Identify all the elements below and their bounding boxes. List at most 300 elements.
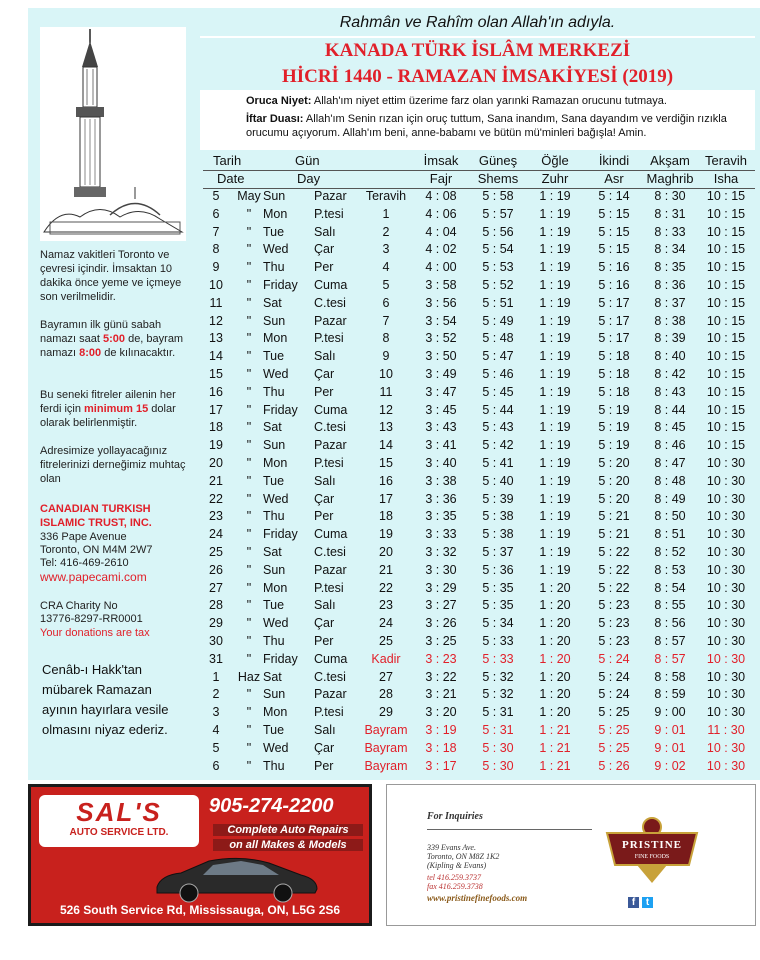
col-aksam: Akşam bbox=[650, 153, 690, 168]
shems-time: 5 : 47 bbox=[482, 349, 514, 364]
day-en: Tue bbox=[263, 598, 285, 613]
table-row bbox=[203, 437, 755, 455]
date-day: 12 bbox=[209, 313, 223, 328]
maghrib-time: 8 : 58 bbox=[654, 669, 686, 684]
note-bayram bbox=[40, 318, 192, 360]
table-row bbox=[203, 544, 755, 562]
date-day: 5 bbox=[212, 740, 220, 755]
zuhr-time: 1 : 19 bbox=[539, 242, 571, 257]
day-en: Friday bbox=[263, 277, 298, 292]
pristine-name: PRISTINE bbox=[622, 839, 682, 851]
date-day: 9 bbox=[212, 260, 220, 275]
shems-time: 5 : 30 bbox=[482, 740, 514, 755]
inquiries-divider bbox=[427, 829, 592, 830]
asr-time: 5 : 15 bbox=[598, 242, 630, 257]
shems-time: 5 : 32 bbox=[482, 687, 514, 702]
ramadan-day: 18 bbox=[379, 509, 393, 524]
zuhr-time: 1 : 19 bbox=[539, 544, 571, 559]
date-day: 30 bbox=[209, 633, 223, 648]
table-row bbox=[203, 597, 755, 615]
col-day: Day bbox=[297, 171, 321, 186]
note-bayram-time2: 8:00 bbox=[79, 347, 102, 359]
asr-time: 5 : 24 bbox=[598, 687, 630, 702]
table-row bbox=[203, 241, 755, 259]
ramadan-day: Teravih bbox=[365, 189, 407, 203]
pristine-address-1: 339 Evans Ave. bbox=[427, 843, 476, 852]
maghrib-time: 8 : 57 bbox=[654, 651, 686, 666]
day-tr: Salı bbox=[314, 224, 336, 239]
maghrib-time: 8 : 59 bbox=[654, 687, 686, 702]
fajr-time: 4 : 08 bbox=[425, 189, 457, 203]
shems-time: 5 : 45 bbox=[482, 384, 514, 399]
fajr-time: 3 : 30 bbox=[425, 562, 457, 577]
maghrib-time: 8 : 56 bbox=[654, 616, 686, 631]
minaret-icon bbox=[40, 27, 186, 241]
zuhr-time: 1 : 19 bbox=[539, 473, 571, 488]
isha-time: 10 : 30 bbox=[706, 740, 746, 755]
day-tr: Pazar bbox=[314, 687, 347, 702]
day-tr: Salı bbox=[314, 598, 336, 613]
maghrib-time: 9 : 00 bbox=[654, 705, 686, 720]
date-month: " bbox=[246, 651, 252, 666]
date-day: 25 bbox=[209, 544, 223, 559]
asr-time: 5 : 18 bbox=[598, 366, 630, 381]
date-month: " bbox=[246, 366, 252, 381]
divider bbox=[200, 36, 755, 38]
table-body bbox=[203, 188, 755, 775]
table-row bbox=[203, 224, 755, 242]
maghrib-time: 8 : 45 bbox=[654, 420, 686, 435]
maghrib-time: 8 : 50 bbox=[654, 509, 686, 524]
isha-time: 10 : 15 bbox=[706, 366, 746, 381]
closing-message: Cenâb-ı Hakk'tan mübarek Ramazan ayının hayırlara vesile olmasını niyaz ederiz. bbox=[42, 662, 169, 737]
asr-time: 5 : 15 bbox=[598, 206, 630, 221]
isha-time: 10 : 15 bbox=[706, 206, 746, 221]
day-en: Mon bbox=[263, 580, 288, 595]
asr-time: 5 : 18 bbox=[598, 349, 630, 364]
isha-time: 10 : 15 bbox=[706, 189, 746, 203]
table-row bbox=[203, 384, 755, 402]
zuhr-time: 1 : 19 bbox=[539, 491, 571, 506]
shems-time: 5 : 42 bbox=[482, 438, 514, 453]
day-tr: Pazar bbox=[314, 313, 347, 328]
niyet-text: Allah'ım niyet ettim üzerime farz olan yarınki Ramazan orucunu tutmaya. bbox=[313, 95, 667, 107]
date-day: 16 bbox=[209, 384, 223, 399]
maghrib-time: 8 : 40 bbox=[654, 349, 686, 364]
date-month: " bbox=[246, 349, 252, 364]
day-tr: P.tesi bbox=[314, 206, 344, 221]
tax-note: Your donations are tax bbox=[40, 627, 150, 639]
date-month: " bbox=[246, 206, 252, 221]
ramadan-day: Bayram bbox=[364, 722, 408, 737]
day-tr: Salı bbox=[314, 722, 336, 737]
ramadan-day: 29 bbox=[379, 705, 393, 720]
day-en: Wed bbox=[263, 242, 289, 257]
day-tr: Çar bbox=[314, 491, 335, 506]
sals-name: SAL'S bbox=[76, 797, 162, 827]
table-row bbox=[203, 348, 755, 366]
table-row bbox=[203, 313, 755, 331]
maghrib-time: 8 : 34 bbox=[654, 242, 686, 257]
ramadan-day: 22 bbox=[379, 580, 393, 595]
fajr-time: 3 : 32 bbox=[425, 544, 457, 559]
isha-time: 10 : 30 bbox=[706, 633, 746, 648]
sals-logo bbox=[39, 795, 199, 847]
isha-time: 10 : 15 bbox=[706, 295, 746, 310]
day-tr: Per bbox=[314, 633, 334, 648]
maghrib-time: 8 : 30 bbox=[654, 189, 686, 203]
day-en: Tue bbox=[263, 349, 285, 364]
sals-tagline-1: Complete Auto Repairs bbox=[213, 824, 363, 836]
zuhr-time: 1 : 19 bbox=[539, 277, 571, 292]
day-en: Wed bbox=[263, 491, 289, 506]
table-row bbox=[203, 419, 755, 437]
twitter-icon[interactable]: t bbox=[642, 897, 653, 908]
ramadan-day: Kadir bbox=[371, 651, 401, 666]
maghrib-time: 8 : 33 bbox=[654, 224, 686, 239]
shems-time: 5 : 39 bbox=[482, 491, 514, 506]
date-day: 8 bbox=[212, 242, 220, 257]
day-en: Friday bbox=[263, 527, 298, 542]
day-en: Thu bbox=[263, 758, 285, 773]
day-en: Wed bbox=[263, 616, 289, 631]
shems-time: 5 : 41 bbox=[482, 455, 514, 470]
header-row-en bbox=[203, 170, 755, 188]
social-links bbox=[628, 897, 656, 908]
table-row bbox=[203, 722, 755, 740]
date-month: " bbox=[246, 473, 252, 488]
asr-time: 5 : 25 bbox=[598, 722, 630, 737]
date-month: " bbox=[246, 260, 252, 275]
date-month: " bbox=[246, 527, 252, 542]
shems-time: 5 : 49 bbox=[482, 313, 514, 328]
date-day: 27 bbox=[209, 580, 223, 595]
day-en: Friday bbox=[263, 651, 298, 666]
isha-time: 10 : 30 bbox=[706, 616, 746, 631]
zuhr-time: 1 : 19 bbox=[539, 562, 571, 577]
ramadan-day: 14 bbox=[379, 438, 393, 453]
shems-time: 5 : 51 bbox=[482, 295, 514, 310]
date-month: " bbox=[246, 491, 252, 506]
table-row bbox=[203, 758, 755, 776]
note-address: Adresimize yollayacağınız fitrelerinizi derneğimiz muhtaç olan bbox=[40, 445, 186, 485]
maghrib-time: 8 : 57 bbox=[654, 633, 686, 648]
zuhr-time: 1 : 19 bbox=[539, 224, 571, 239]
note-bayram-time1: 5:00 bbox=[102, 333, 126, 345]
sals-subtitle: AUTO SERVICE LTD. bbox=[69, 827, 169, 838]
date-month: May bbox=[237, 189, 261, 203]
zuhr-time: 1 : 19 bbox=[539, 402, 571, 417]
asr-time: 5 : 23 bbox=[598, 598, 630, 613]
org-phone: Tel: 416-469-2610 bbox=[40, 557, 129, 569]
isha-time: 10 : 15 bbox=[706, 224, 746, 239]
table-row bbox=[203, 633, 755, 651]
day-en: Mon bbox=[263, 455, 288, 470]
date-month: " bbox=[246, 598, 252, 613]
sals-address: 526 South Service Rd, Mississauga, ON, L5G 2S6 bbox=[59, 903, 341, 917]
date-day: 26 bbox=[209, 562, 223, 577]
day-en: Tue bbox=[263, 224, 285, 239]
table-row bbox=[203, 473, 755, 491]
org-website[interactable]: www.papecami.com bbox=[40, 570, 147, 584]
pristine-ad[interactable] bbox=[386, 784, 756, 926]
day-en: Wed bbox=[263, 366, 289, 381]
shems-time: 5 : 30 bbox=[482, 758, 514, 773]
niyet-label: Oruca Niyet: bbox=[246, 95, 312, 107]
day-tr: Cuma bbox=[314, 402, 348, 417]
table-row bbox=[203, 206, 755, 224]
asr-time: 5 : 24 bbox=[598, 651, 630, 666]
zuhr-time: 1 : 19 bbox=[539, 420, 571, 435]
table-row bbox=[203, 330, 755, 348]
day-en: Thu bbox=[263, 260, 285, 275]
maghrib-time: 8 : 36 bbox=[654, 277, 686, 292]
day-tr: C.tesi bbox=[314, 420, 346, 435]
date-month: " bbox=[246, 438, 252, 453]
basmala: Rahmân ve Rahîm olan Allah'ın adıyla. bbox=[339, 14, 616, 31]
isha-time: 11 : 30 bbox=[707, 722, 745, 737]
ramadan-day: 9 bbox=[382, 349, 390, 364]
maghrib-time: 8 : 49 bbox=[654, 491, 686, 506]
ramadan-day: 12 bbox=[379, 402, 393, 417]
maghrib-time: 9 : 01 bbox=[654, 722, 686, 737]
note-bayram-c: de kılınacaktır. bbox=[101, 347, 176, 359]
date-month: " bbox=[246, 331, 252, 346]
page-subtitle: HİCRİ 1440 - RAMAZAN İMSAKİYESİ (2019) bbox=[281, 66, 674, 87]
col-gunes: Güneş bbox=[478, 153, 518, 168]
inquiries-label: For Inquiries bbox=[427, 811, 483, 822]
isha-time: 10 : 15 bbox=[706, 242, 746, 257]
day-en: Sat bbox=[263, 669, 282, 684]
shems-time: 5 : 52 bbox=[482, 277, 514, 292]
date-month: " bbox=[246, 616, 252, 631]
prayer-box bbox=[200, 90, 755, 150]
date-day: 17 bbox=[209, 402, 223, 417]
asr-time: 5 : 25 bbox=[598, 740, 630, 755]
shems-time: 5 : 44 bbox=[482, 402, 514, 417]
ramadan-day: 5 bbox=[382, 277, 390, 292]
day-tr: Çar bbox=[314, 740, 335, 755]
date-month: " bbox=[246, 687, 252, 702]
isha-time: 10 : 30 bbox=[706, 651, 746, 666]
fajr-time: 3 : 27 bbox=[425, 598, 457, 613]
note-fitre-amount: minimum 15 bbox=[84, 403, 149, 415]
date-day: 1 bbox=[212, 669, 220, 684]
fajr-time: 3 : 29 bbox=[425, 580, 457, 595]
shems-time: 5 : 36 bbox=[482, 562, 514, 577]
asr-time: 5 : 17 bbox=[598, 295, 630, 310]
shems-time: 5 : 35 bbox=[482, 580, 514, 595]
col-maghrib: Maghrib bbox=[646, 171, 694, 186]
pristine-website[interactable]: www.pristinefinefoods.com bbox=[427, 893, 528, 903]
day-en: Tue bbox=[263, 473, 285, 488]
date-day: 23 bbox=[209, 509, 223, 524]
day-tr: Pazar bbox=[314, 562, 347, 577]
day-en: Tue bbox=[263, 722, 285, 737]
day-en: Mon bbox=[263, 206, 288, 221]
dua-row bbox=[200, 112, 747, 140]
shems-time: 5 : 33 bbox=[482, 651, 514, 666]
day-tr: Pazar bbox=[314, 189, 347, 203]
date-month: " bbox=[246, 313, 252, 328]
isha-time: 10 : 30 bbox=[706, 491, 746, 506]
day-tr: Cuma bbox=[314, 527, 348, 542]
table-row bbox=[203, 580, 755, 598]
fajr-time: 3 : 21 bbox=[425, 687, 457, 702]
table-row bbox=[203, 669, 755, 687]
pristine-address bbox=[427, 843, 499, 870]
date-month: " bbox=[246, 740, 252, 755]
facebook-icon[interactable]: f bbox=[628, 897, 639, 908]
table-row bbox=[203, 366, 755, 384]
date-day: 7 bbox=[212, 224, 220, 239]
date-day: 2 bbox=[212, 687, 220, 702]
isha-time: 10 : 30 bbox=[706, 509, 746, 524]
shems-time: 5 : 31 bbox=[482, 722, 514, 737]
asr-time: 5 : 14 bbox=[598, 189, 630, 203]
org-name: CANADIAN TURKISH ISLAMIC TRUST, INC. bbox=[40, 503, 152, 529]
ramadan-day: 11 bbox=[379, 384, 393, 399]
day-tr: Pazar bbox=[314, 438, 347, 453]
fajr-time: 4 : 04 bbox=[425, 224, 457, 239]
day-tr: C.tesi bbox=[314, 669, 346, 684]
shems-time: 5 : 40 bbox=[482, 473, 514, 488]
col-gun: Gün bbox=[295, 153, 320, 168]
asr-time: 5 : 22 bbox=[598, 562, 630, 577]
zuhr-time: 1 : 21 bbox=[539, 722, 571, 737]
date-day: 11 bbox=[209, 295, 223, 310]
header-row-tr bbox=[203, 152, 755, 170]
isha-time: 10 : 30 bbox=[706, 580, 746, 595]
maghrib-time: 8 : 52 bbox=[654, 544, 686, 559]
cra-label: CRA Charity No bbox=[40, 600, 118, 612]
asr-time: 5 : 21 bbox=[598, 527, 630, 542]
day-tr: P.tesi bbox=[314, 331, 344, 346]
table-row bbox=[203, 562, 755, 580]
day-tr: Per bbox=[314, 260, 334, 275]
maghrib-time: 8 : 38 bbox=[654, 313, 686, 328]
asr-time: 5 : 21 bbox=[598, 509, 630, 524]
date-day: 29 bbox=[209, 616, 223, 631]
isha-time: 10 : 30 bbox=[706, 473, 746, 488]
day-tr: P.tesi bbox=[314, 455, 344, 470]
minaret-illustration bbox=[40, 27, 186, 241]
ramadan-day: 10 bbox=[379, 366, 393, 381]
fajr-time: 3 : 19 bbox=[425, 722, 457, 737]
day-tr: Salı bbox=[314, 473, 336, 488]
ramadan-day: 1 bbox=[382, 206, 390, 221]
asr-time: 5 : 25 bbox=[598, 705, 630, 720]
ramadan-day: 21 bbox=[379, 562, 393, 577]
zuhr-time: 1 : 20 bbox=[539, 651, 571, 666]
fajr-time: 3 : 41 bbox=[425, 438, 457, 453]
ramadan-day: 7 bbox=[382, 313, 390, 328]
pristine-address-2: Toronto, ON M8Z 1K2 bbox=[427, 852, 500, 861]
col-isha: Isha bbox=[713, 171, 739, 186]
zuhr-time: 1 : 19 bbox=[539, 331, 571, 346]
asr-time: 5 : 17 bbox=[598, 313, 630, 328]
day-tr: Çar bbox=[314, 366, 335, 381]
ramadan-day: 28 bbox=[379, 687, 393, 702]
zuhr-time: 1 : 19 bbox=[539, 366, 571, 381]
table-row bbox=[203, 455, 755, 473]
sals-auto-ad[interactable] bbox=[28, 784, 372, 926]
fajr-time: 3 : 54 bbox=[425, 313, 457, 328]
zuhr-time: 1 : 19 bbox=[539, 527, 571, 542]
table-row bbox=[203, 651, 755, 669]
maghrib-time: 8 : 37 bbox=[654, 295, 686, 310]
date-month: " bbox=[246, 455, 252, 470]
isha-time: 10 : 30 bbox=[706, 544, 746, 559]
table-row bbox=[203, 615, 755, 633]
date-day: 13 bbox=[209, 331, 223, 346]
date-month: " bbox=[246, 758, 252, 773]
maghrib-time: 8 : 48 bbox=[654, 473, 686, 488]
zuhr-time: 1 : 19 bbox=[539, 206, 571, 221]
day-tr: C.tesi bbox=[314, 295, 346, 310]
shems-time: 5 : 57 bbox=[482, 206, 514, 221]
date-day: 28 bbox=[209, 598, 223, 613]
day-tr: Çar bbox=[314, 242, 335, 257]
day-tr: Salı bbox=[314, 349, 336, 364]
shems-time: 5 : 53 bbox=[482, 260, 514, 275]
date-month: " bbox=[246, 420, 252, 435]
zuhr-time: 1 : 21 bbox=[539, 740, 571, 755]
asr-time: 5 : 24 bbox=[598, 669, 630, 684]
asr-time: 5 : 20 bbox=[598, 473, 630, 488]
date-month: " bbox=[246, 242, 252, 257]
table-row bbox=[203, 259, 755, 277]
page-title: KANADA TÜRK İSLÂM MERKEZİ bbox=[324, 40, 631, 61]
isha-time: 10 : 30 bbox=[706, 455, 746, 470]
fajr-time: 3 : 47 bbox=[425, 384, 457, 399]
table-row bbox=[203, 740, 755, 758]
zuhr-time: 1 : 19 bbox=[539, 455, 571, 470]
zuhr-time: 1 : 20 bbox=[539, 669, 571, 684]
maghrib-time: 8 : 44 bbox=[654, 402, 686, 417]
shems-time: 5 : 35 bbox=[482, 598, 514, 613]
ramadan-day: 8 bbox=[382, 331, 390, 346]
pristine-fax: fax 416.259.3738 bbox=[427, 882, 483, 891]
shems-time: 5 : 33 bbox=[482, 633, 514, 648]
header-divider bbox=[203, 170, 755, 171]
day-tr: Per bbox=[314, 758, 334, 773]
asr-time: 5 : 20 bbox=[598, 491, 630, 506]
isha-time: 10 : 15 bbox=[706, 420, 746, 435]
zuhr-time: 1 : 20 bbox=[539, 687, 571, 702]
ramadan-day: 23 bbox=[379, 598, 393, 613]
fajr-time: 3 : 17 bbox=[425, 758, 457, 773]
zuhr-time: 1 : 19 bbox=[539, 509, 571, 524]
day-en: Mon bbox=[263, 705, 288, 720]
day-en: Sun bbox=[263, 687, 286, 702]
day-tr: P.tesi bbox=[314, 580, 344, 595]
isha-time: 10 : 30 bbox=[706, 527, 746, 542]
asr-time: 5 : 19 bbox=[598, 438, 630, 453]
day-en: Thu bbox=[263, 509, 285, 524]
zuhr-time: 1 : 20 bbox=[539, 598, 571, 613]
day-en: Sun bbox=[263, 438, 286, 453]
day-tr: Per bbox=[314, 384, 334, 399]
isha-time: 10 : 15 bbox=[706, 313, 746, 328]
dua-text: Allah'ım Senin rızan için oruç tuttum, Sana inandım, Sana dayandım ve verdiğin rızıkla orucumu açıyorum. Allah'ım beni, anne-babamı ve bütün mü'minleri bağışla! Amin. bbox=[246, 113, 727, 139]
isha-time: 10 : 15 bbox=[706, 402, 746, 417]
date-month: " bbox=[246, 544, 252, 559]
zuhr-time: 1 : 19 bbox=[539, 260, 571, 275]
col-date: Date bbox=[217, 171, 245, 186]
col-zuhr: Zuhr bbox=[541, 171, 569, 186]
car-icon bbox=[151, 849, 321, 903]
